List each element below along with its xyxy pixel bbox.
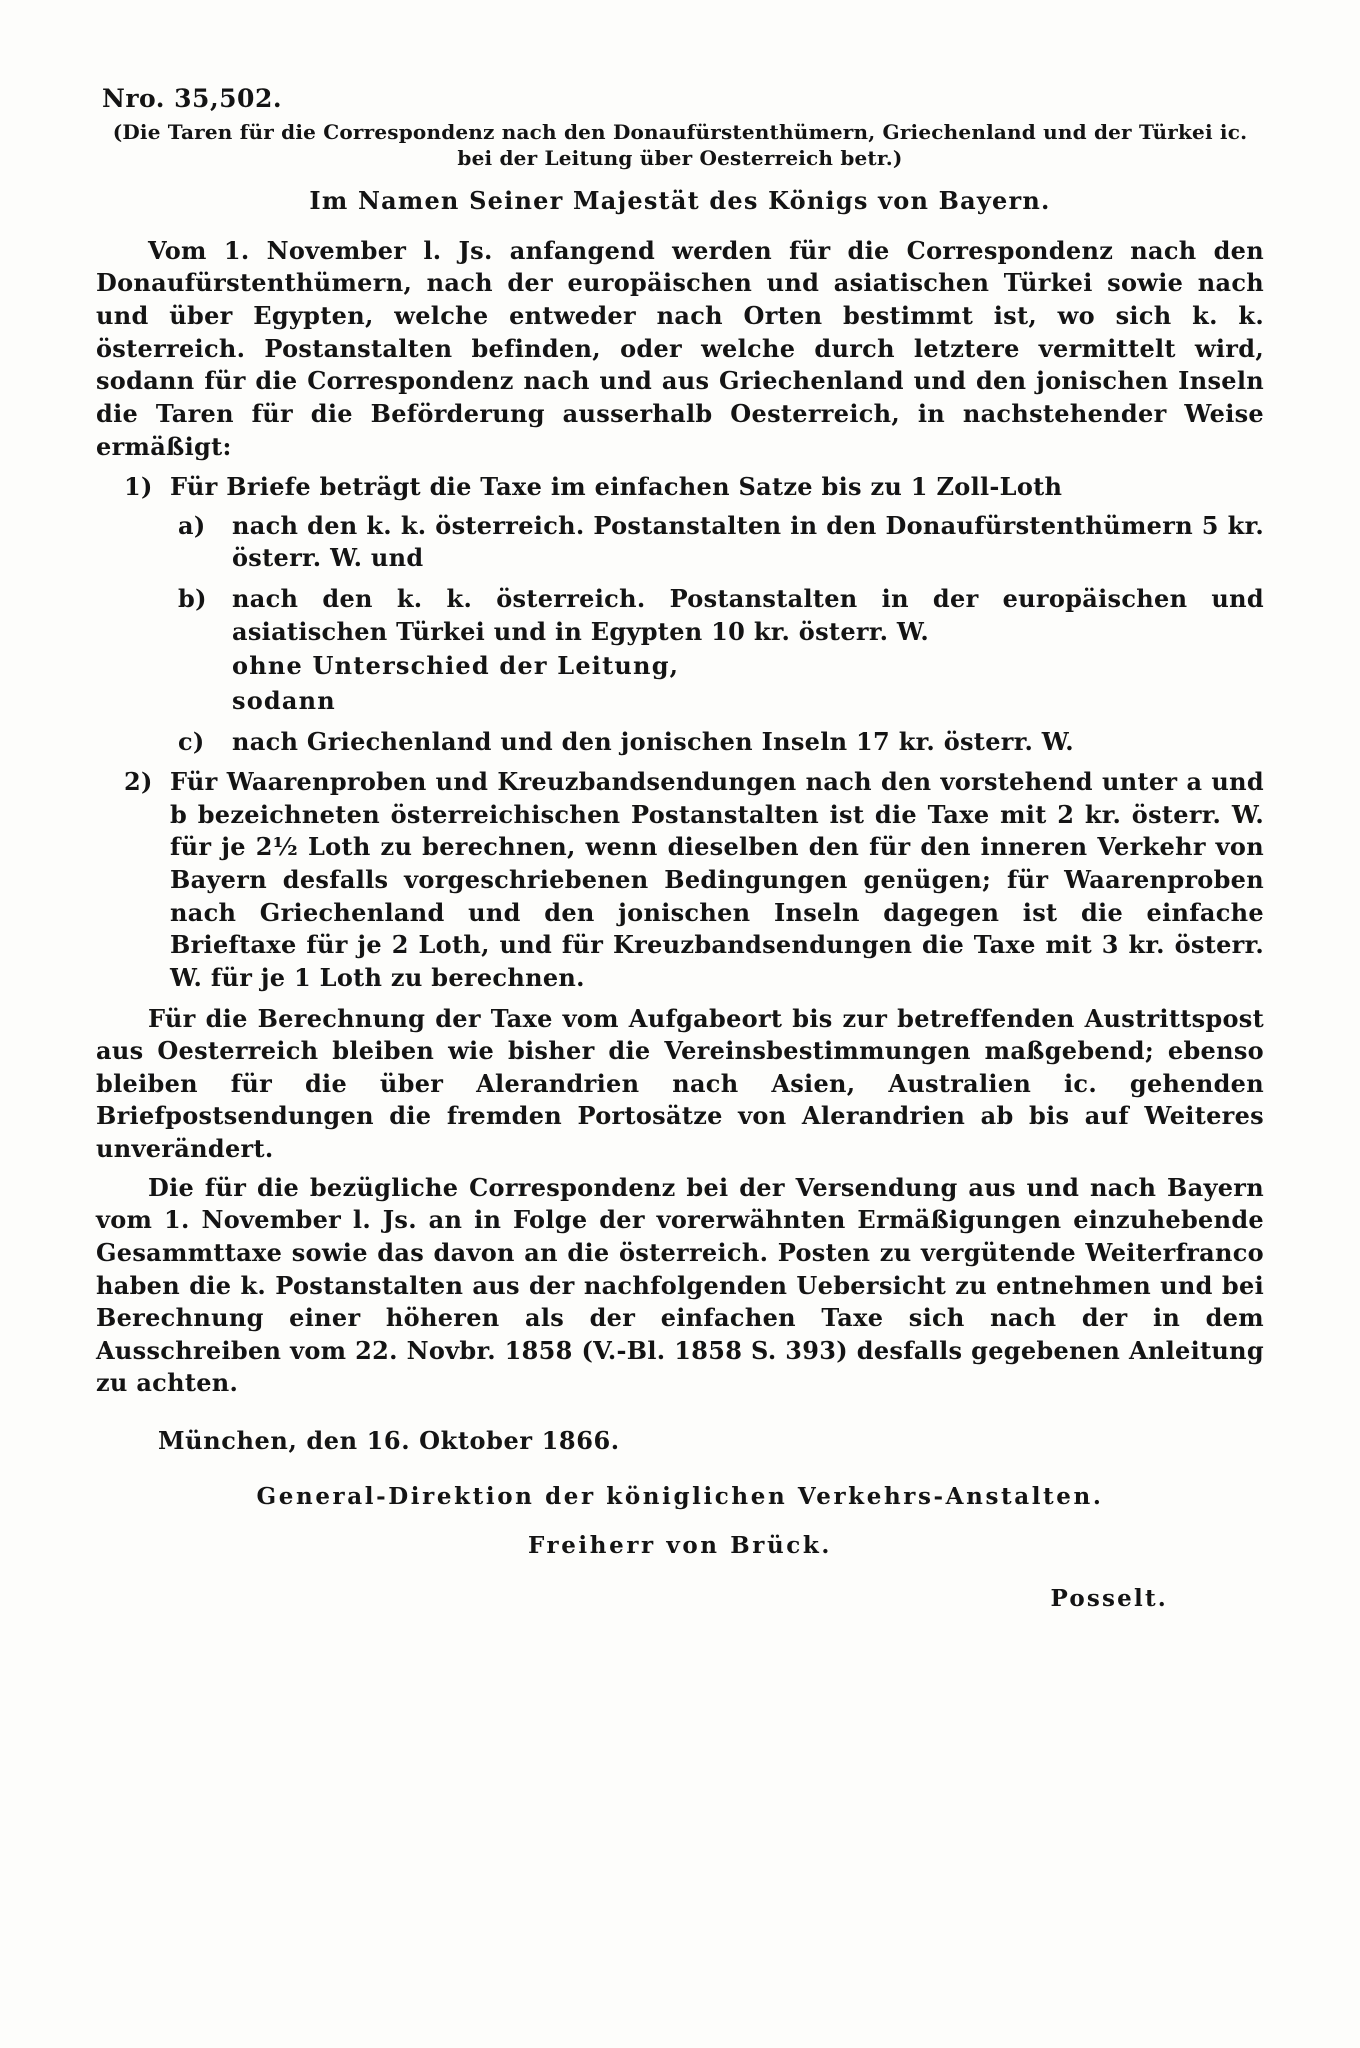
sub-item-a-text: nach den k. k. österreich. Postanstalten in den Donaufürstenthümern 5 kr. österr. W. und bbox=[232, 510, 1264, 573]
countersignature: Posselt. bbox=[1050, 1585, 1168, 1613]
sub-item-b-marker: b) bbox=[178, 584, 207, 614]
in-name-of-heading: Im Namen Seiner Majestät des Königs von Bayern. bbox=[309, 185, 1051, 215]
place-and-date: München, den 16. Oktober 1866. bbox=[158, 1426, 620, 1456]
paragraph-2: Für die Berechnung der Taxe vom Aufgabeort bis zur betreffenden Austrittspost aus Oesterreich bleiben wie bisher die Vereinsbestimmungen maßgebend; ebenso bleiben für die über Alerandrien nach Asien, Australien ic. gehenden Briefpostsendungen die fremden Portosätze von Alerandrien ab bis auf Weiteres unverändert. bbox=[96, 1003, 1264, 1164]
sub-item-a-marker: a) bbox=[178, 510, 206, 540]
subject-line-2: bei der Leitung über Oesterreich betr.) bbox=[457, 146, 903, 171]
signature: Freiherr von Brück. bbox=[527, 1532, 833, 1560]
list-item-1 bbox=[96, 471, 1264, 758]
intro-paragraph: Vom 1. November l. Js. anfangend werden für die Correspondenz nach den Donaufürstenthümern, nach der europäischen und asiatischen Türkei sowie nach und über Egypten, welche entweder nach Orten bestimmt ist, wo sich k. k. österreich. Postanstalten befinden, oder welche durch letztere vermittelt wird, sodann für die Correspondenz nach und aus Griechenland und den jonischen Inseln die Taren für die Beförderung ausserhalb Oesterreich, in nachstehender Weise ermäßigt: bbox=[96, 235, 1264, 461]
sub-item-c-marker: c) bbox=[178, 726, 205, 756]
issuing-authority: General-Direktion der königlichen Verkehrs-Anstalten. bbox=[256, 1483, 1104, 1511]
list-item-1-marker: 1) bbox=[124, 472, 153, 502]
document-number: Nro. 35,502. bbox=[102, 84, 283, 113]
list-item-2-text: Für Waarenproben und Kreuzbandsendungen nach den vorstehend unter a und b bezeichneten österreichischen Postanstalten ist die Taxe mit 2 kr. österr. W. für je 2½ Loth zu berechnen, wenn dieselben den für den inneren Verkehr von Bayern desfalls vorgeschriebenen Bedingungen genügen; für Waarenproben nach Griechenland und den jonischen Inseln dagegen ist die einfache Brieftaxe für je 2 Loth, und für Kreuzbandsendungen die Taxe mit 3 kr. österr. W. für je 1 Loth zu berechnen. bbox=[170, 767, 1264, 992]
document-subject bbox=[96, 119, 1264, 172]
sub-item-c-text: nach Griechenland und den jonischen Inseln 17 kr. österr. W. bbox=[232, 726, 1074, 756]
closing-block bbox=[96, 1426, 1264, 1612]
list-item-1-text: Für Briefe beträgt die Taxe im einfachen Satze bis zu 1 Zoll-Loth bbox=[170, 472, 1063, 502]
sub-item-a bbox=[170, 510, 1264, 575]
numbered-list bbox=[96, 471, 1264, 994]
sub-item-b-note-1: ohne Unterschied der Leitung, bbox=[232, 651, 680, 681]
paragraph-3: Die für die bezügliche Correspondenz bei der Versendung aus und nach Bayern vom 1. November l. Js. an in Folge der vorerwähnten Ermäßigungen einzuhebende Gesammttaxe sowie das davon an die österreich. Posten zu vergütende Weiterfranco haben die k. Postanstalten aus der nachfolgenden Uebersicht zu entnehmen und bei Berechnung einer höheren als der einfachen Taxe sich nach der in dem Ausschreiben vom 22. Novbr. 1858 (V.-Bl. 1858 S. 393) desfalls gegebenen Anleitung zu achten. bbox=[96, 1172, 1264, 1398]
sub-item-b bbox=[170, 583, 1264, 718]
sub-item-b-note-2: sodann bbox=[232, 685, 336, 715]
list-item-2-marker: 2) bbox=[124, 767, 153, 797]
sub-list-1 bbox=[170, 510, 1264, 758]
subject-line-1: (Die Taren für die Correspondenz nach den Donaufürstenthümern, Griechenland und der Türkei ic. bbox=[112, 120, 1248, 144]
sub-item-c bbox=[170, 726, 1264, 759]
sub-item-b-text: nach den k. k. österreich. Postanstalten in der europäischen und asiatischen Türkei und in Egypten 10 kr. österr. W. bbox=[232, 584, 1264, 646]
list-item-2 bbox=[96, 766, 1264, 994]
